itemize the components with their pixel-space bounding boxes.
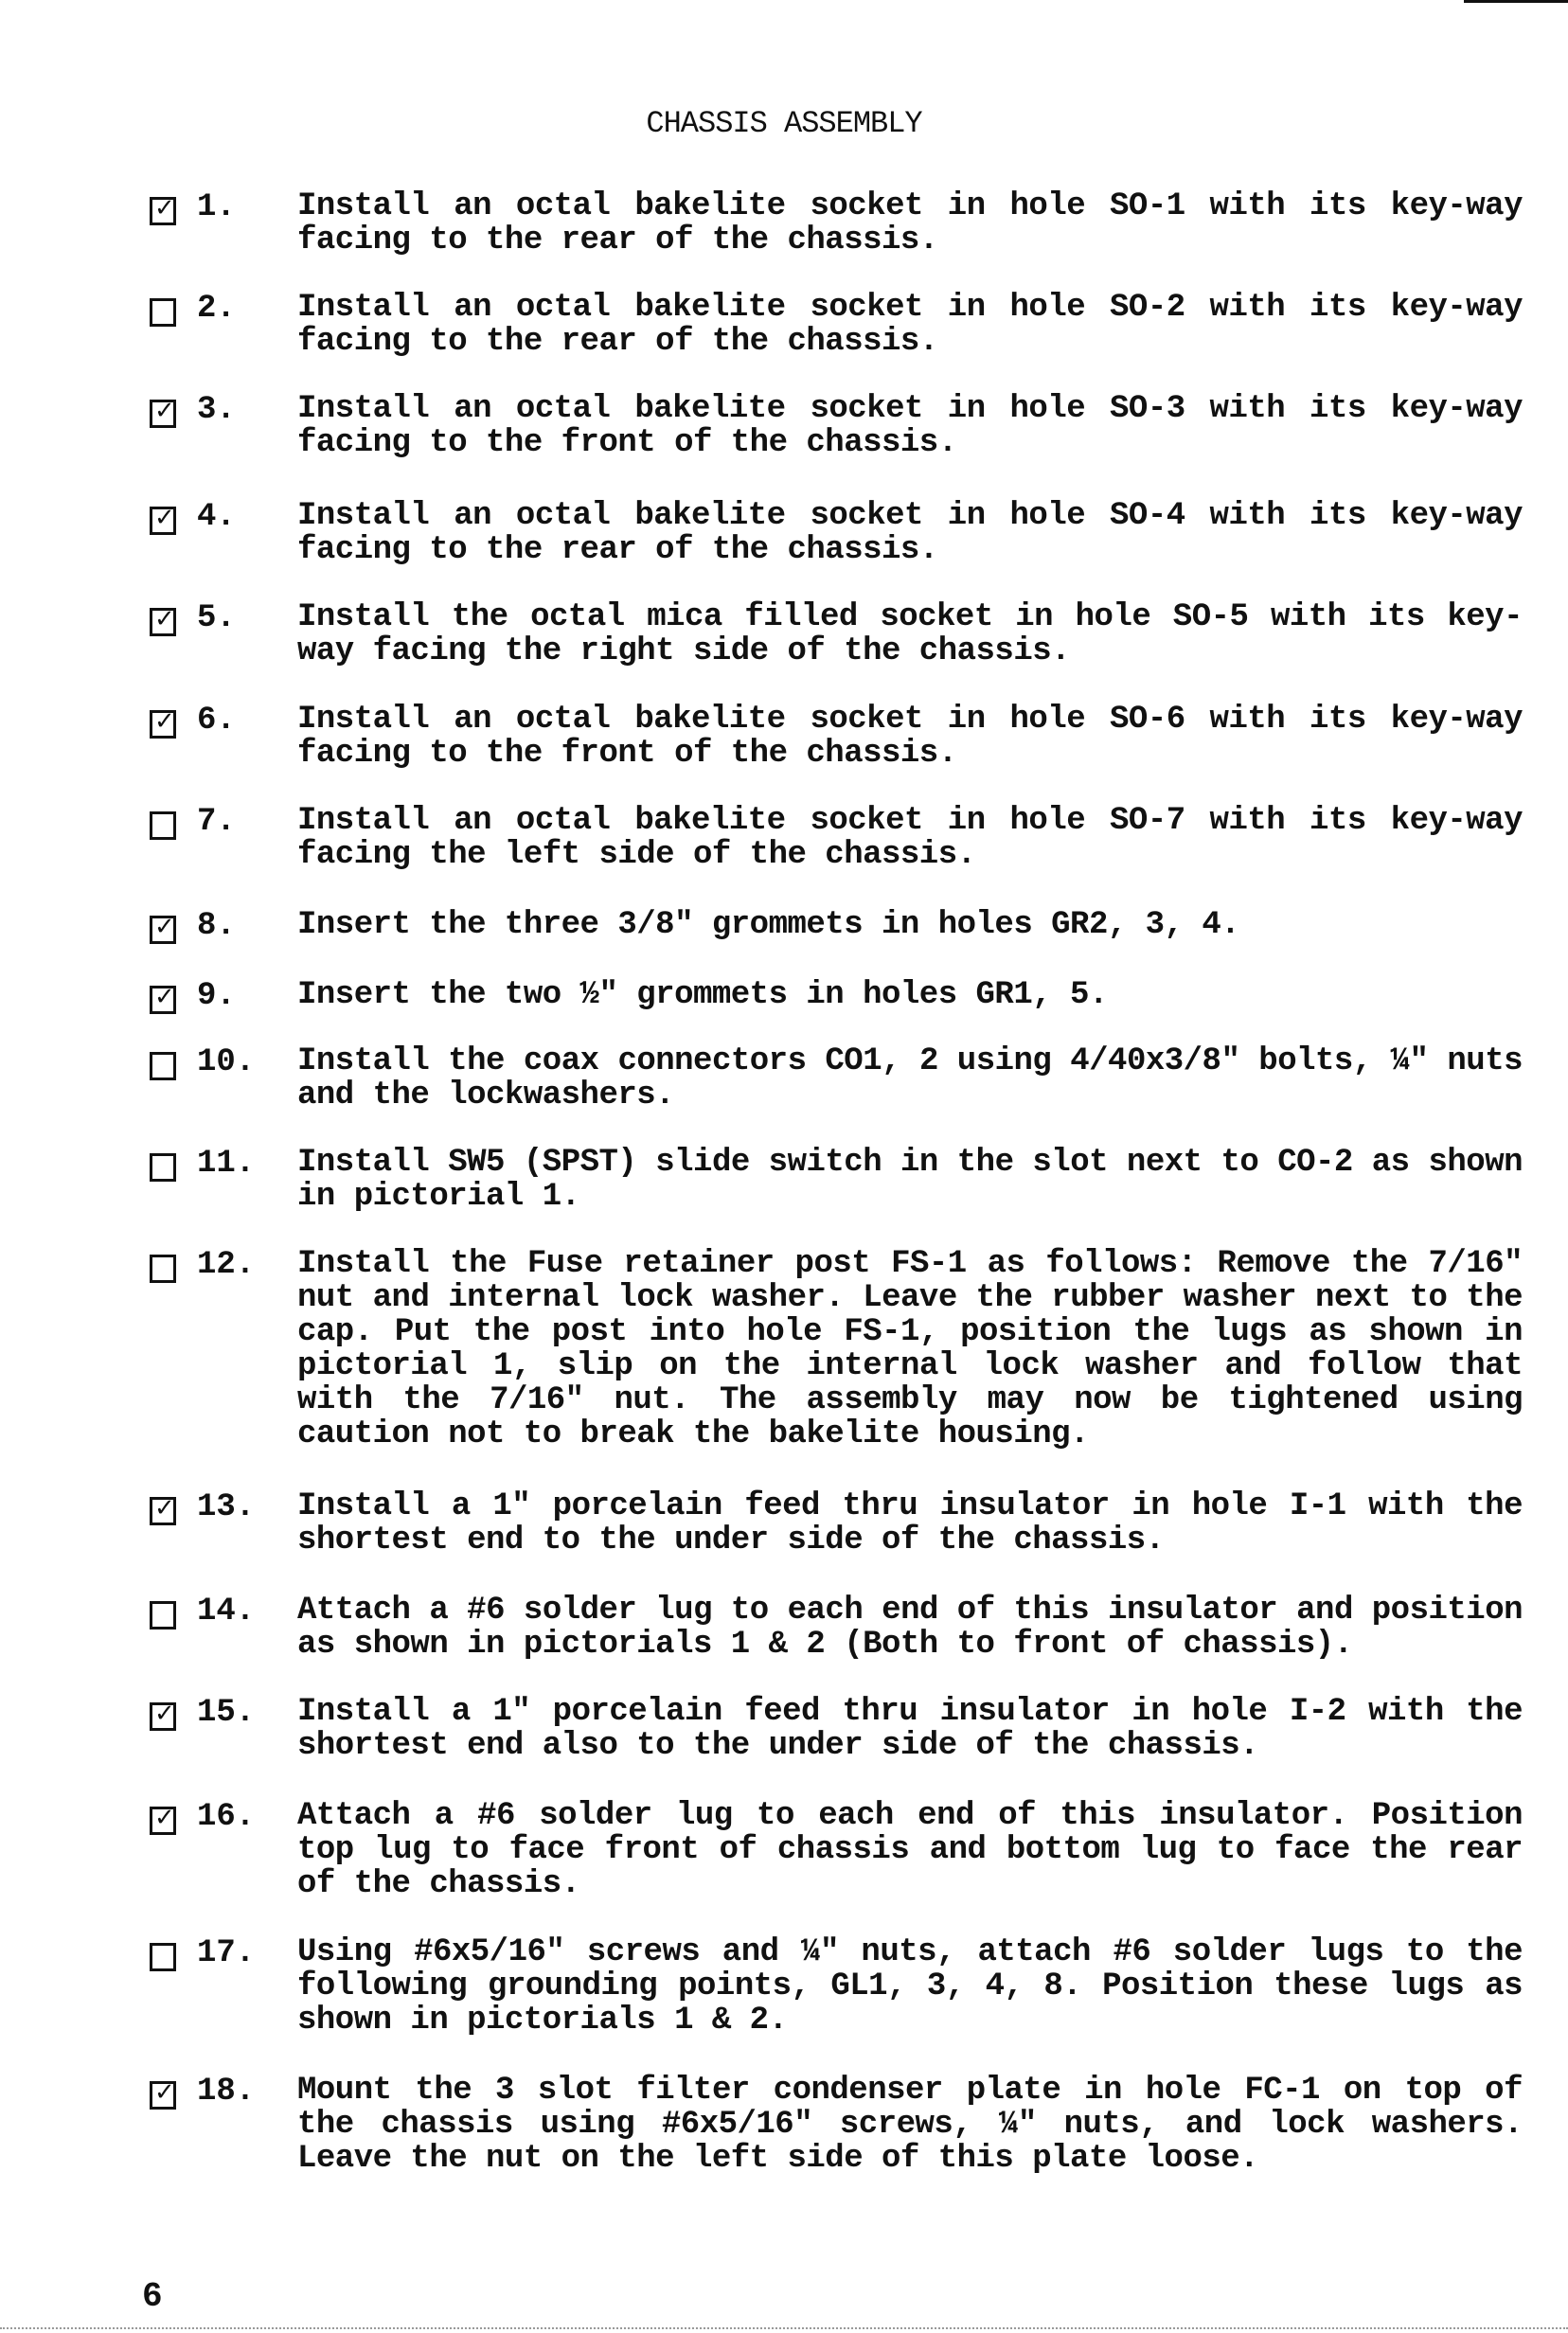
checkbox[interactable] (150, 1601, 176, 1630)
item-text: Install a 1" porcelain feed thru insulator in hole I-2 with the shortest end also to the under side of the chassis. (297, 1694, 1523, 1764)
item-text: Install an octal bakelite socket in hole SO-3 with its key-way facing to the front of the chassis. (297, 391, 1523, 461)
item-number: 7. (197, 804, 236, 840)
item-number: 4. (197, 499, 236, 535)
checkbox[interactable] (150, 1943, 176, 1971)
page-edge (0, 2327, 1568, 2329)
item-text: Insert the two ½" grommets in holes GR1, 5. (297, 977, 1108, 1013)
item-number: 14. (197, 1594, 256, 1630)
item-number: 15. (197, 1695, 256, 1731)
item-number: 11. (197, 1146, 256, 1182)
item-text: Attach a #6 solder lug to each end of this insulator. Position top lug to face front of chassis and bottom lug to face the rear of the chassis. (297, 1798, 1523, 1902)
item-number: 3. (197, 392, 236, 428)
item-text: Install the Fuse retainer post FS-1 as follows: Remove the 7/16" nut and internal lock washer. Leave the rubber washer next to the cap. Put the post into hole FS-1, position the lugs as shown in pictorial 1, slip on the internal lock washer and follow that with the 7/16" nut. The assembly may now be tightened using caution not to break the bakelite housing. (297, 1246, 1523, 1452)
checkbox[interactable] (150, 986, 176, 1014)
item-text: Install an octal bakelite socket in hole SO-4 with its key-way facing to the rear of the chassis. (297, 498, 1523, 568)
item-number: 16. (197, 1799, 256, 1835)
checkbox[interactable] (150, 916, 176, 944)
item-text: Mount the 3 slot filter condenser plate in hole FC-1 on top of the chassis using #6x5/16" screws, ¼" nuts, and lock washers. Leave the nut on the left side of this plate loose. (297, 2073, 1523, 2177)
checkbox[interactable] (150, 710, 176, 739)
item-text: Install a 1" porcelain feed thru insulator in hole I-1 with the shortest end to the under side of the chassis. (297, 1488, 1523, 1558)
page-number: 6 (142, 2277, 163, 2316)
item-number: 9. (197, 978, 236, 1014)
item-text: Install SW5 (SPST) slide switch in the slot next to CO-2 as shown in pictorial 1. (297, 1145, 1523, 1215)
item-number: 12. (197, 1247, 256, 1283)
checkbox[interactable] (150, 197, 176, 225)
item-text: Install the coax connectors CO1, 2 using 4/40x3/8" bolts, ¼" nuts and the lockwashers. (297, 1043, 1523, 1113)
item-number: 1. (197, 189, 236, 225)
checkbox[interactable] (150, 1807, 176, 1835)
checkbox[interactable] (150, 608, 176, 636)
item-number: 17. (197, 1935, 256, 1971)
item-text: Install an octal bakelite socket in hole SO-2 with its key-way facing to the rear of the chassis. (297, 290, 1523, 360)
item-text: Using #6x5/16" screws and ¼" nuts, attach #6 solder lugs to the following grounding points, GL1, 3, 4, 8. Position these lugs as shown in pictorials 1 & 2. (297, 1934, 1523, 2039)
checkbox[interactable] (150, 400, 176, 428)
item-number: 18. (197, 2074, 256, 2110)
checkbox[interactable] (150, 811, 176, 840)
checkbox[interactable] (150, 1052, 176, 1080)
item-number: 10. (197, 1044, 256, 1080)
item-text: Install the octal mica filled socket in hole SO-5 with its key-way facing the right side of the chassis. (297, 599, 1523, 669)
checkbox[interactable] (150, 507, 176, 535)
item-number: 5. (197, 600, 236, 636)
checkbox[interactable] (150, 298, 176, 327)
checkbox[interactable] (150, 1702, 176, 1731)
item-text: Install an octal bakelite socket in hole SO-1 with its key-way facing to the rear of the chassis. (297, 188, 1523, 258)
checkbox[interactable] (150, 1255, 176, 1283)
checkbox[interactable] (150, 2081, 176, 2110)
item-text: Insert the three 3/8" grommets in holes GR2, 3, 4. (297, 907, 1240, 943)
checkbox[interactable] (150, 1497, 176, 1525)
item-text: Attach a #6 solder lug to each end of this insulator and position as shown in pictorials 1 & 2 (Both to front of chassis). (297, 1593, 1523, 1663)
page-title: CHASSIS ASSEMBLY (646, 106, 922, 141)
item-text: Install an octal bakelite socket in hole SO-7 with its key-way facing the left side of the chassis. (297, 803, 1523, 873)
item-number: 8. (197, 908, 236, 944)
checkbox[interactable] (150, 1153, 176, 1182)
item-number: 13. (197, 1489, 256, 1525)
item-number: 6. (197, 703, 236, 739)
item-number: 2. (197, 291, 236, 327)
page-corner-mark (1464, 0, 1568, 3)
item-text: Install an octal bakelite socket in hole SO-6 with its key-way facing to the front of the chassis. (297, 702, 1523, 772)
